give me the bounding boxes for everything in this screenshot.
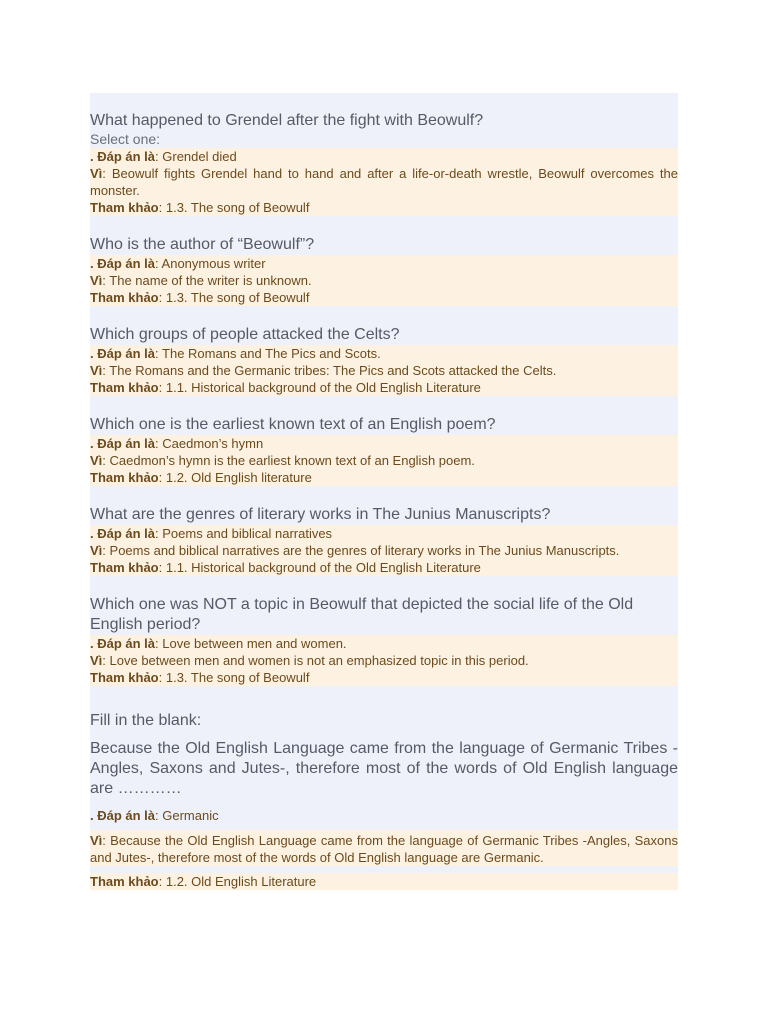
answer-prefix: . Đáp án là bbox=[90, 636, 156, 651]
reference-line bbox=[90, 559, 678, 576]
reference-line bbox=[90, 199, 678, 216]
reason-prefix: Vì bbox=[90, 833, 103, 848]
answer-line bbox=[90, 255, 678, 272]
reason-value: : Caedmon’s hymn is the earliest known text of an English poem. bbox=[102, 453, 475, 468]
reason-prefix: Vì bbox=[90, 453, 103, 468]
answer-value: : The Romans and The Pics and Scots. bbox=[155, 346, 381, 361]
answer-prefix: . Đáp án là bbox=[90, 149, 156, 164]
fill-blank-block bbox=[90, 686, 678, 890]
spacer bbox=[90, 866, 678, 873]
answer-line bbox=[90, 345, 678, 362]
answer-value: : Poems and biblical narratives bbox=[155, 526, 333, 541]
reference-line bbox=[90, 669, 678, 686]
reason-line bbox=[90, 652, 678, 669]
reason-line bbox=[90, 362, 678, 379]
reason-value: : Poems and biblical narratives are the genres of literary works in The Junius Manuscripts. bbox=[102, 543, 620, 558]
question-block bbox=[90, 216, 678, 306]
quiz-document bbox=[90, 93, 678, 890]
ref-prefix: Tham khảo bbox=[90, 874, 159, 889]
question-text: What happened to Grendel after the fight with Beowulf? bbox=[90, 93, 678, 131]
answer-value: : Caedmon’s hymn bbox=[155, 436, 264, 451]
reason-line bbox=[90, 452, 678, 469]
question-text: Which one is the earliest known text of an English poem? bbox=[90, 396, 678, 435]
ref-value: : 1.3. The song of Beowulf bbox=[158, 200, 310, 215]
ref-value: : 1.3. The song of Beowulf bbox=[158, 670, 310, 685]
reference-line bbox=[90, 873, 678, 890]
reason-prefix: Vì bbox=[90, 273, 103, 288]
answer-line bbox=[90, 635, 678, 652]
reference-line bbox=[90, 469, 678, 486]
question-block bbox=[90, 396, 678, 486]
ref-prefix: Tham khảo bbox=[90, 380, 159, 395]
answer-value: : Grendel died bbox=[155, 149, 237, 164]
answer-prefix: . Đáp án là bbox=[90, 526, 156, 541]
answer-line bbox=[90, 525, 678, 542]
reason-value: : The name of the writer is unknown. bbox=[102, 273, 312, 288]
ref-value: : 1.1. Historical background of the Old English Literature bbox=[158, 380, 481, 395]
answer-line bbox=[90, 435, 678, 452]
ref-prefix: Tham khảo bbox=[90, 670, 159, 685]
reference-line bbox=[90, 289, 678, 306]
question-text: Which one was NOT a topic in Beowulf that depicted the social life of the Old English period? bbox=[90, 576, 678, 635]
reference-line bbox=[90, 379, 678, 396]
reason-value: : Because the Old English Language came from the language of Germanic Tribes -Angles, Saxons and Jutes-, therefore most of the words of Old English language are Germanic. bbox=[90, 833, 678, 865]
answer-value: : Love between men and women. bbox=[155, 636, 347, 651]
reason-line bbox=[90, 272, 678, 289]
answer-line bbox=[90, 148, 678, 165]
answer-value: : Germanic bbox=[155, 808, 219, 823]
question-block bbox=[90, 486, 678, 576]
question-block bbox=[90, 93, 678, 216]
reason-prefix: Vì bbox=[90, 543, 103, 558]
question-block bbox=[90, 306, 678, 396]
question-text: What are the genres of literary works in The Junius Manuscripts? bbox=[90, 486, 678, 525]
reason-line bbox=[90, 542, 678, 559]
reason-value: : The Romans and the Germanic tribes: The Pics and Scots attacked the Celts. bbox=[102, 363, 557, 378]
answer-value: : Anonymous writer bbox=[155, 256, 266, 271]
answer-prefix: . Đáp án là bbox=[90, 346, 156, 361]
reason-line bbox=[90, 830, 678, 866]
reason-prefix: Vì bbox=[90, 653, 103, 668]
question-text: Which groups of people attacked the Celts? bbox=[90, 306, 678, 345]
fill-blank-title: Fill in the blank: bbox=[90, 686, 678, 733]
ref-prefix: Tham khảo bbox=[90, 470, 159, 485]
reason-line bbox=[90, 165, 678, 199]
ref-value: : 1.2. Old English literature bbox=[158, 470, 312, 485]
ref-value: : 1.1. Historical background of the Old English Literature bbox=[158, 560, 481, 575]
fill-blank-text: Because the Old English Language came from the language of Germanic Tribes -Angles, Saxons and Jutes-, therefore most of the words of Old English language are ………… bbox=[90, 733, 678, 805]
question-block bbox=[90, 576, 678, 686]
ref-prefix: Tham khảo bbox=[90, 560, 159, 575]
ref-value: : 1.3. The song of Beowulf bbox=[158, 290, 310, 305]
reason-prefix: Vì bbox=[90, 363, 103, 378]
answer-prefix: . Đáp án là bbox=[90, 256, 156, 271]
answer-line bbox=[90, 805, 678, 830]
reason-value: : Beowulf fights Grendel hand to hand and after a life-or-death wrestle, Beowulf overcomes the monster. bbox=[90, 166, 678, 198]
select-one-label: Select one: bbox=[90, 131, 678, 148]
reason-value: : Love between men and women is not an emphasized topic in this period. bbox=[102, 653, 529, 668]
answer-prefix: . Đáp án là bbox=[90, 808, 156, 823]
ref-prefix: Tham khảo bbox=[90, 200, 159, 215]
ref-value: : 1.2. Old English Literature bbox=[158, 874, 317, 889]
answer-prefix: . Đáp án là bbox=[90, 436, 156, 451]
reason-prefix: Vì bbox=[90, 166, 103, 181]
question-text: Who is the author of “Beowulf”? bbox=[90, 216, 678, 255]
ref-prefix: Tham khảo bbox=[90, 290, 159, 305]
